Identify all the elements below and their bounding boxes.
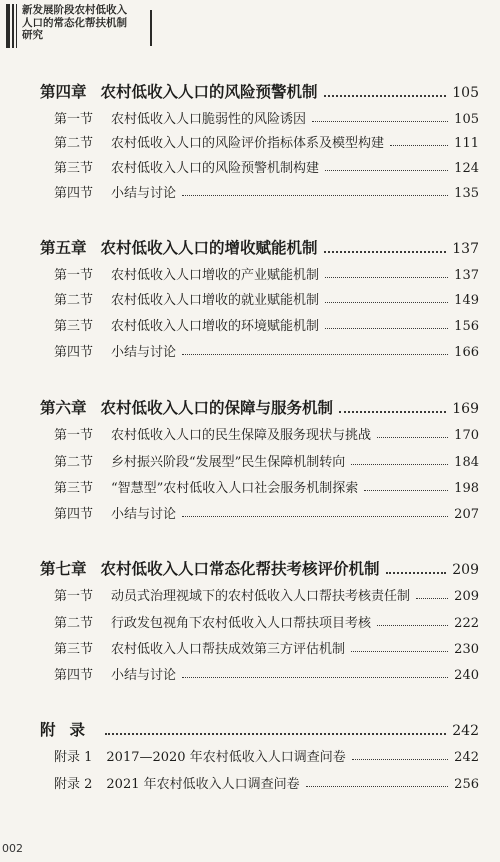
page-ref: 169: [452, 401, 479, 417]
leader-dots: [312, 121, 448, 122]
section-entry[interactable]: [54, 289, 479, 308]
page-ref: 135: [454, 186, 479, 201]
leader-dots: [182, 677, 448, 678]
running-head-line: 人口的常态化帮扶机制: [22, 16, 127, 29]
leader-dots: [377, 625, 448, 626]
section-number: 第四节: [54, 668, 94, 683]
section-entry[interactable]: [54, 341, 479, 360]
page-ref: 242: [452, 723, 479, 739]
leader-dots: [325, 302, 448, 303]
appendix-item[interactable]: [54, 773, 479, 792]
section-entry[interactable]: [54, 108, 479, 127]
chapter-number: 第四章: [40, 82, 87, 101]
leader-dots: [364, 490, 448, 491]
section-title: 行政发包视角下农村低收入人口帮扶项目考核: [111, 616, 372, 631]
leader-dots: [351, 651, 448, 652]
section-entry[interactable]: [54, 424, 479, 443]
section-title: 动员式治理视域下的农村低收入人口帮扶考核责任制: [111, 589, 411, 604]
section-title: 农村低收入人口的风险预警机制构建: [111, 161, 320, 176]
section-number: 第三节: [54, 642, 94, 657]
chapter-entry[interactable]: [40, 557, 479, 579]
page-ref: 166: [454, 345, 479, 360]
page-ref: 207: [454, 507, 479, 522]
section-title: 农村低收入人口帮扶成效第三方评估机制: [111, 642, 346, 657]
section-entry[interactable]: [54, 503, 479, 522]
section-title: 农村低收入人口的民生保障及服务现状与挑战: [111, 428, 372, 443]
chapter-title: 农村低收入人口常态化帮扶考核评价机制: [100, 559, 380, 578]
section-title: “智慧型”农村低收入人口社会服务机制探索: [111, 481, 359, 496]
leader-dots: [324, 95, 447, 97]
section-entry[interactable]: [54, 638, 479, 657]
appendix-number: 附录 2: [54, 777, 93, 792]
appendix-item-title: 2017—2020 年农村低收入人口调查问卷: [106, 750, 346, 765]
page-ref: 111: [454, 136, 479, 151]
section-entry[interactable]: [54, 182, 479, 201]
section-entry[interactable]: [54, 451, 479, 470]
page-ref: 137: [452, 241, 479, 257]
section-number: 第三节: [54, 319, 94, 334]
leader-dots: [325, 170, 448, 171]
section-entry[interactable]: [54, 315, 479, 334]
chapter-title: 农村低收入人口的增收赋能机制: [100, 238, 318, 257]
leader-dots: [351, 464, 448, 465]
section-title: 农村低收入人口增收的环境赋能机制: [111, 319, 320, 334]
leader-dots: [324, 251, 447, 253]
leader-dots: [325, 277, 448, 278]
leader-dots: [352, 759, 448, 760]
page-ref: 105: [452, 85, 479, 101]
chapter-title: 农村低收入人口的保障与服务机制: [100, 398, 334, 417]
appendix-item[interactable]: [54, 746, 479, 765]
section-entry[interactable]: [54, 612, 479, 631]
section-entry[interactable]: [54, 264, 479, 283]
section-number: 第一节: [54, 428, 94, 443]
page-number: 002: [2, 842, 23, 855]
chapter-entry[interactable]: [40, 236, 479, 258]
section-entry[interactable]: [54, 585, 479, 604]
section-entry[interactable]: [54, 477, 479, 496]
section-title: 小结与讨论: [111, 668, 177, 683]
page-ref: 198: [454, 481, 479, 496]
page-ref: 124: [454, 161, 479, 176]
section-number: 第二节: [54, 616, 94, 631]
chapter-number: 第六章: [40, 398, 87, 417]
page-ref: 242: [454, 750, 479, 765]
section-title: 农村低收入人口的风险评价指标体系及模型构建: [111, 136, 385, 151]
chapter-entry[interactable]: [40, 396, 479, 418]
leader-dots: [105, 733, 446, 735]
appendix-item-title: 2021 年农村低收入人口调查问卷: [106, 777, 300, 792]
chapter-number: 第五章: [40, 238, 87, 257]
section-title: 乡村振兴阶段“发展型”民生保障机制转向: [111, 455, 346, 470]
page-ref: 230: [454, 642, 479, 657]
section-number: 第四节: [54, 186, 94, 201]
leader-dots: [182, 516, 448, 517]
appendix-entry[interactable]: [40, 718, 479, 740]
section-title: 小结与讨论: [111, 345, 177, 360]
page-ref: 156: [454, 319, 479, 334]
section-number: 第二节: [54, 455, 94, 470]
section-title: 小结与讨论: [111, 507, 177, 522]
leader-dots: [386, 572, 447, 574]
leader-dots: [182, 195, 448, 196]
page-ref: 137: [454, 268, 479, 283]
appendix-title: 附录: [40, 720, 100, 739]
section-title: 农村低收入人口增收的产业赋能机制: [111, 268, 320, 283]
page-ref: 184: [454, 455, 479, 470]
appendix-number: 附录 1: [54, 750, 93, 765]
section-number: 第三节: [54, 481, 94, 496]
page-ref: 209: [452, 562, 479, 578]
running-head-line: 新发展阶段农村低收入: [22, 4, 127, 16]
page-ref: 240: [454, 668, 479, 683]
chapter-title: 农村低收入人口的风险预警机制: [100, 82, 318, 101]
leader-dots: [390, 145, 448, 146]
section-title: 小结与讨论: [111, 186, 177, 201]
section-number: 第二节: [54, 136, 94, 151]
page-ref: 105: [454, 112, 479, 127]
leader-dots: [416, 598, 448, 599]
leader-dots: [325, 328, 448, 329]
section-number: 第一节: [54, 589, 94, 604]
page-ref: 170: [454, 428, 479, 443]
page-ref: 222: [454, 616, 479, 631]
section-number: 第四节: [54, 507, 94, 522]
leader-dots: [339, 411, 446, 413]
section-entry[interactable]: [54, 664, 479, 683]
section-entry[interactable]: [54, 157, 479, 176]
section-number: 第三节: [54, 161, 94, 176]
page-ref: 256: [454, 777, 479, 792]
leader-dots: [182, 354, 448, 355]
section-number: 第二节: [54, 293, 94, 308]
section-entry[interactable]: [54, 132, 479, 151]
page-ref: 149: [454, 293, 479, 308]
running-head-line: 研究: [22, 29, 43, 41]
leader-dots: [306, 786, 449, 787]
chapter-entry[interactable]: [40, 80, 479, 102]
section-title: 农村低收入人口增收的就业赋能机制: [111, 293, 320, 308]
page-ref: 209: [454, 589, 479, 604]
section-number: 第四节: [54, 345, 94, 360]
leader-dots: [377, 437, 448, 438]
chapter-number: 第七章: [40, 559, 87, 578]
section-number: 第一节: [54, 268, 94, 283]
section-number: 第一节: [54, 112, 94, 127]
section-title: 农村低收入人口脆弱性的风险诱因: [111, 112, 307, 127]
